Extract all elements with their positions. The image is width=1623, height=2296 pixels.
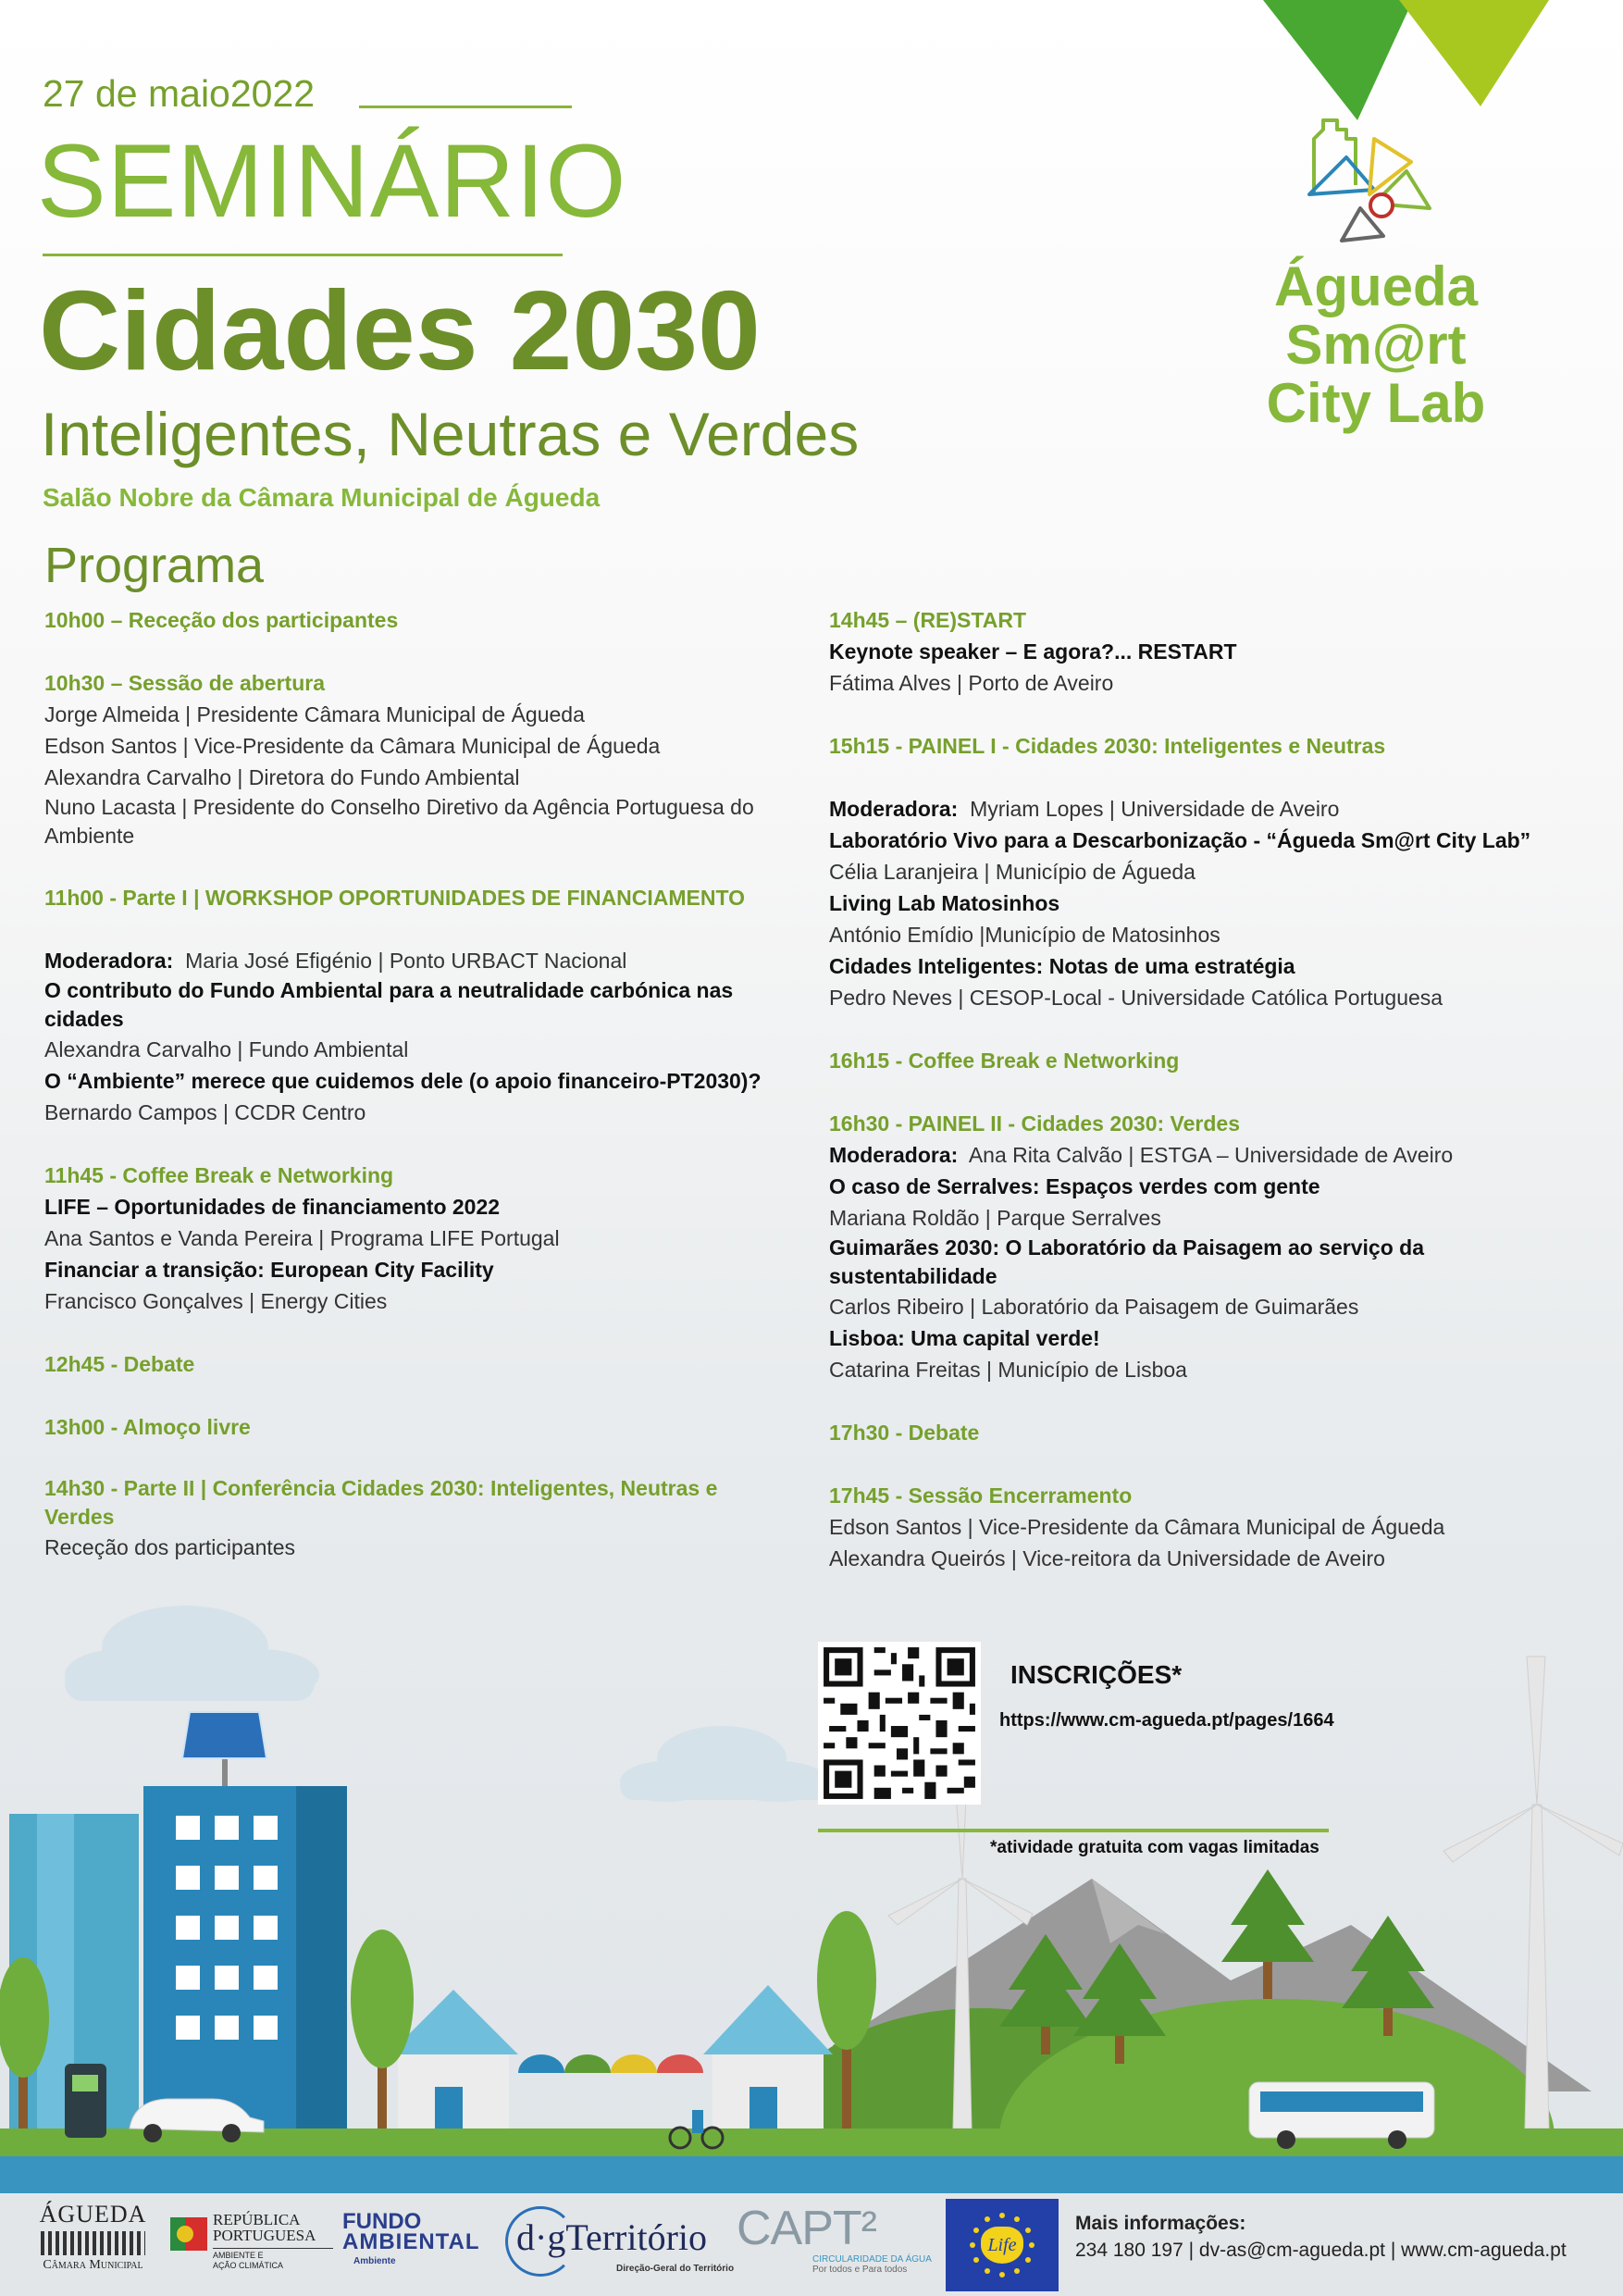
portugal-flag-icon	[170, 2214, 207, 2254]
fundo-line1: FUNDO	[342, 2209, 422, 2234]
dgt-sub: Direção-Geral do Território	[616, 2264, 735, 2274]
program-block	[829, 1108, 1569, 1385]
program-block	[44, 1474, 785, 1563]
speaker: Jorge Almeida | Presidente Câmara Municipal de Águeda	[44, 702, 585, 726]
talk-title: Guimarães 2030: O Laboratório da Paisagem ao serviço da sustentabilidade	[829, 1235, 1424, 1288]
speaker: Carlos Ribeiro | Laboratório da Paisagem de Guimarães	[829, 1295, 1359, 1319]
session-time: 16h30 - PAINEL II - Cidades 2030: Verdes	[829, 1111, 1241, 1136]
venue: Salão Nobre da Câmara Municipal de Águeda	[43, 483, 601, 512]
speaker: Edson Santos | Vice-Presidente da Câmara Municipal de Águeda	[44, 734, 661, 758]
program-block	[44, 1160, 785, 1317]
talk-title: Financiar a transição: European City Facility	[44, 1258, 494, 1282]
republica-line1: REPÚBLICA	[213, 2211, 301, 2228]
logo-name-line1: Águeda Sm@rt	[1273, 255, 1479, 376]
program-block	[829, 730, 1569, 1013]
moderator	[44, 945, 785, 976]
event-date: 27 de maio2022	[43, 72, 316, 115]
moderator-label: Moderadora:	[44, 949, 174, 973]
session-time: 17h45 - Sessão Encerramento	[829, 1483, 1133, 1508]
agueda-logo-name: ÁGUEDA	[39, 2201, 147, 2228]
session-detail: Receção dos participantes	[44, 1535, 296, 1559]
talk-title: O caso de Serralves: Espaços verdes com gente	[829, 1174, 1320, 1198]
fundo-line3: Ambiente	[353, 2256, 396, 2266]
moderator	[829, 793, 1569, 825]
speaker: Mariana Roldão | Parque Serralves	[829, 1206, 1161, 1230]
program-block	[44, 667, 785, 850]
program-block	[829, 604, 1569, 699]
session-time: 11h00 - Parte I | WORKSHOP OPORTUNIDADES DE FINANCIAMENTO	[44, 886, 746, 910]
session-time: 10h00 – Receção dos participantes	[44, 608, 399, 632]
moderator-name: Myriam Lopes | Universidade de Aveiro	[970, 797, 1340, 821]
talk-title: Laboratório Vivo para a Descarbonização - “Águeda Sm@rt City Lab”	[829, 828, 1531, 852]
speaker: Célia Laranjeira | Município de Águeda	[829, 860, 1196, 884]
program-block	[44, 604, 785, 636]
speaker: Nuno Lacasta | Presidente do Conselho Diretivo da Agência Portuguesa do Ambiente	[44, 795, 754, 848]
talk-title: Cidades Inteligentes: Notas de uma estratégia	[829, 954, 1295, 978]
session-time: 12h45 - Debate	[44, 1352, 195, 1376]
capt-sub1: CIRCULARIDADE DA ÁGUA	[812, 2254, 932, 2265]
program-block	[829, 1045, 1569, 1076]
agueda-logo	[35, 2201, 151, 2273]
program-block	[829, 1480, 1569, 1574]
registration-label: INSCRIÇÕES*	[1010, 1660, 1183, 1689]
program-block	[829, 1417, 1569, 1448]
moderator-name: Ana Rita Calvão | ESTGA – Universidade de Aveiro	[968, 1143, 1454, 1167]
date-divider	[359, 105, 572, 108]
moderator-label: Moderadora:	[829, 797, 959, 821]
speaker: Bernardo Campos | CCDR Centro	[44, 1100, 366, 1124]
talk-title: Living Lab Matosinhos	[829, 891, 1060, 915]
talk-title: Keynote speaker – E agora?... RESTART	[829, 639, 1237, 664]
capt-sub2: Por todos e Para todos	[812, 2265, 908, 2275]
clouds	[65, 1606, 833, 1802]
program-left-column	[44, 604, 785, 1595]
fundo-line2: AMBIENTAL	[342, 2229, 480, 2254]
program-block	[44, 1411, 785, 1443]
event-type: SEMINÁRIO	[37, 123, 627, 239]
registration-link[interactable]: https://www.cm-agueda.pt/pages/1664	[999, 1710, 1334, 1731]
page-title: Cidades 2030	[39, 267, 761, 393]
talk-title: LIFE – Oportunidades de financiamento 2022	[44, 1195, 501, 1219]
dgt-name: d·gTerritório	[516, 2216, 708, 2258]
registration-note: *atividade gratuita com vagas limitadas	[990, 1838, 1319, 1857]
building-icon	[41, 2231, 145, 2255]
program-right-column	[829, 604, 1569, 1606]
eu-life-logo	[946, 2199, 1059, 2291]
speaker: Alexandra Queirós | Vice-reitora da Universidade de Aveiro	[829, 1546, 1385, 1570]
program-block	[44, 1348, 785, 1380]
republica-line3: AMBIENTE E	[213, 2248, 333, 2261]
session-time: 15h15 - PAINEL I - Cidades 2030: Inteligentes e Neutras	[829, 734, 1386, 758]
more-info-label: Mais informações:	[1075, 2213, 1246, 2234]
republica-line2: PORTUGUESA	[213, 2227, 316, 2244]
republica-line4: AÇÃO CLIMÁTICA	[213, 2261, 284, 2270]
speaker: Catarina Freitas | Município de Lisboa	[829, 1358, 1187, 1382]
speaker: Edson Santos | Vice-Presidente da Câmara Municipal de Águeda	[829, 1515, 1445, 1539]
qr-code[interactable]	[818, 1642, 981, 1805]
fundo-ambiental-logo	[342, 2209, 480, 2266]
capt-logo	[737, 2203, 932, 2275]
speaker: António Emídio |Município de Matosinhos	[829, 923, 1220, 947]
session-time: 11h45 - Coffee Break e Networking	[44, 1163, 394, 1187]
session-time: 13h00 - Almoço livre	[44, 1415, 251, 1439]
capt-name: CAPT²	[737, 2202, 876, 2255]
agueda-logo-sub: Câmara Municipal	[43, 2258, 143, 2272]
session-time: 14h30 - Parte II | Conferência Cidades 2030: Inteligentes, Neutras e Verdes	[44, 1476, 718, 1529]
contact-info[interactable]: 234 180 197 | dv-as@cm-agueda.pt | www.cm-agueda.pt	[1075, 2240, 1567, 2261]
registration-divider	[818, 1829, 1329, 1832]
logo-name	[1186, 257, 1566, 432]
talk-title: O contributo do Fundo Ambiental para a neutralidade carbónica nas cidades	[44, 978, 734, 1031]
speaker: Francisco Gonçalves | Energy Cities	[44, 1289, 388, 1313]
session-time: 10h30 – Sessão de abertura	[44, 671, 325, 695]
city-illustration	[0, 1573, 1623, 2203]
speaker: Ana Santos e Vanda Pereira | Programa LIFE Portugal	[44, 1226, 560, 1250]
page-subtitle: Inteligentes, Neutras e Verdes	[41, 400, 860, 468]
speaker: Alexandra Carvalho | Fundo Ambiental	[44, 1037, 409, 1061]
session-time: 17h30 - Debate	[829, 1421, 980, 1445]
logo-name-line2: City Lab	[1266, 372, 1486, 434]
speaker: Alexandra Carvalho | Diretora do Fundo Ambiental	[44, 765, 520, 789]
life-label: Life	[981, 2227, 1023, 2264]
moderator-label: Moderadora:	[829, 1143, 959, 1167]
session-time: 14h45 – (RE)START	[829, 608, 1027, 632]
session-time: 16h15 - Coffee Break e Networking	[829, 1049, 1180, 1073]
speaker: Fátima Alves | Porto de Aveiro	[829, 671, 1114, 695]
title-divider	[43, 254, 563, 256]
program-heading: Programa	[44, 538, 265, 593]
speaker: Pedro Neves | CESOP-Local - Universidade Católica Portuguesa	[829, 986, 1443, 1010]
program-block	[44, 882, 785, 1128]
talk-title: Lisboa: Uma capital verde!	[829, 1326, 1100, 1350]
moderator-name: Maria José Efigénio | Ponto URBACT Nacional	[185, 949, 627, 973]
moderator	[829, 1139, 1569, 1171]
republica-logo	[170, 2211, 316, 2270]
talk-title: O “Ambiente” merece que cuidemos dele (o apoio financeiro-PT2030)?	[44, 1069, 762, 1093]
